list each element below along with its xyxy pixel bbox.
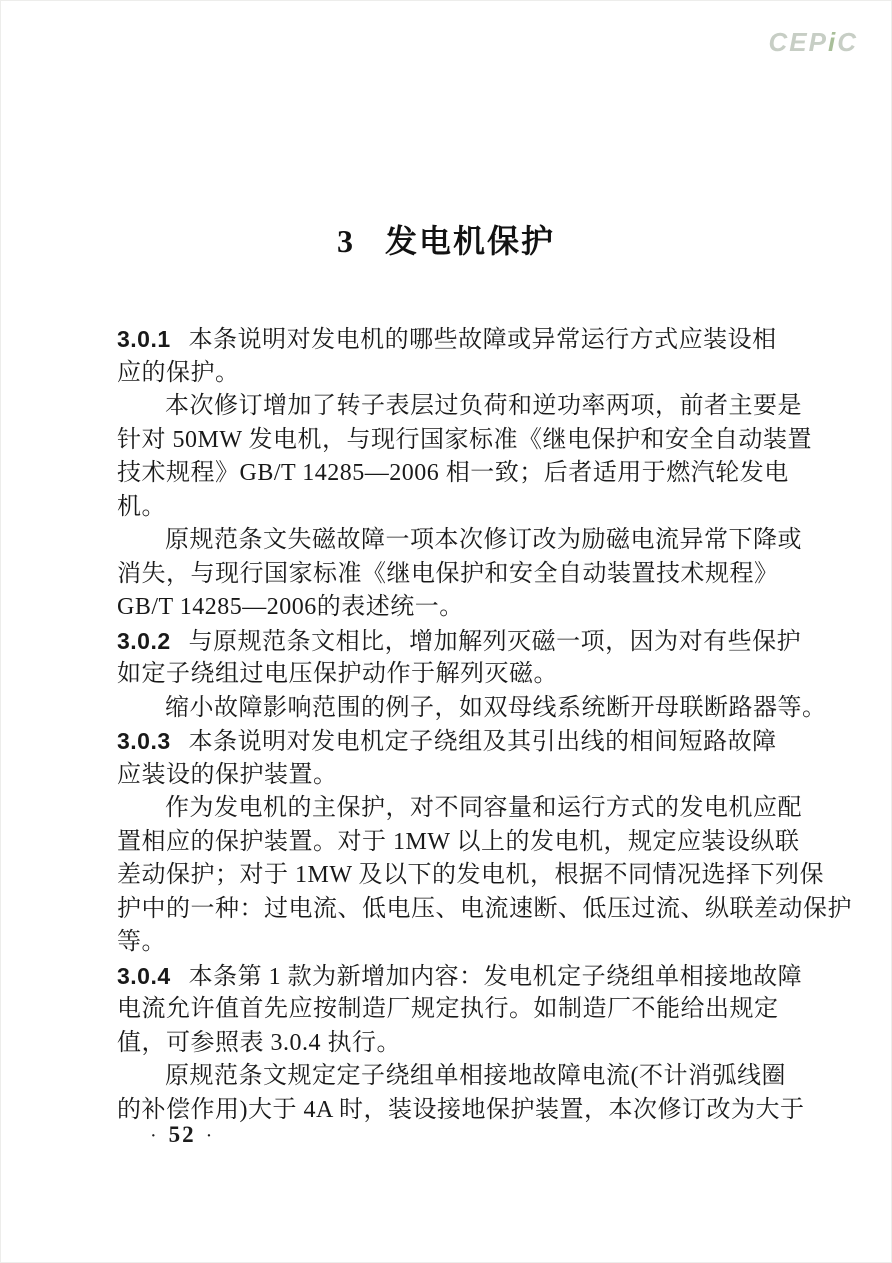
text-line — [117, 390, 802, 424]
section-number: 3.0.1 — [117, 326, 171, 352]
line-text: 缩小故障影响范围的例子，如双母线系统断开母联断路器等。 — [165, 694, 827, 721]
text-line — [117, 792, 802, 826]
line-text: 本次修订增加了转子表层过负荷和逆功率两项，前者主要是 — [165, 393, 802, 419]
text-line — [117, 658, 785, 692]
line-text: 原规范条文失磁故障一项本次修订改为励磁电流异常下降或 — [165, 527, 802, 553]
line-text: 针对 50MW 发电机，与现行国家标准《继电保护和安全自动装置 — [117, 426, 813, 453]
line-text: 本条说明对发电机定子绕组及其引出线的相间短路故障 — [188, 729, 777, 755]
line-text: 置相应的保护装置。对于 1MW 以上的发电机，规定应装设纵联 — [117, 828, 800, 855]
text-line — [117, 893, 852, 927]
line-text: 原规范条文规定定子绕组单相接地故障电流(不计消弧线圈 — [165, 1063, 786, 1089]
chapter-number: 3 — [336, 223, 355, 259]
text-line — [117, 424, 813, 458]
text-line — [117, 1027, 785, 1061]
section-number: 3.0.4 — [117, 962, 171, 989]
logo-text-i: i — [827, 27, 838, 57]
line-text: GB/T 14285—2006的表述统一。 — [117, 594, 464, 620]
text-line — [117, 1094, 805, 1128]
line-text: 的补偿作用)大于 4A 时，装设接地保护装置，本次修订改为大于 — [117, 1096, 805, 1123]
line-text: 护中的一种：过电流、低电压、电流速断、低压过流、纵联差动保护 — [117, 895, 852, 922]
logo-text-post: C — [837, 27, 858, 57]
line-text: 本条说明对发电机的哪些故障或异常运行方式应装设相 — [188, 327, 777, 353]
logo-text-pre: CEP — [768, 27, 828, 57]
page-number: 52 — [168, 1122, 196, 1147]
line-text: 差动保护；对于 1MW 及以下的发电机，根据不同情况选择下列保 — [117, 862, 825, 888]
text-line — [117, 926, 785, 960]
chapter-title-text: 发电机保护 — [384, 223, 555, 259]
section-number: 3.0.2 — [117, 627, 171, 654]
text-line — [117, 491, 785, 525]
text-line — [117, 725, 785, 759]
line-text: 技术规程》GB/T 14285—2006 相一致；后者适用于燃汽轮发电 — [117, 460, 789, 486]
text-line — [117, 591, 785, 625]
text-line — [117, 960, 803, 994]
footer-dot-left: · — [150, 1125, 159, 1147]
text-line — [117, 524, 802, 558]
page-footer — [150, 1122, 214, 1148]
section-number: 3.0.3 — [117, 728, 171, 754]
text-line — [117, 323, 785, 357]
text-line — [117, 859, 825, 893]
text-line — [117, 692, 827, 726]
page-title — [0, 216, 892, 262]
line-text: 值，可参照表 3.0.4 执行。 — [117, 1029, 401, 1056]
text-line — [117, 457, 789, 491]
content — [117, 323, 852, 1127]
line-text: 消失，与现行国家标准《继电保护和安全自动装置技术规程》 — [117, 560, 779, 587]
text-line — [117, 993, 785, 1027]
line-text: 等。 — [117, 929, 166, 955]
text-line — [117, 759, 785, 793]
footer-dot-right: · — [205, 1125, 215, 1147]
line-text: 如定子绕组过电压保护动作于解列灭磁。 — [117, 661, 558, 687]
cepic-logo — [769, 27, 858, 58]
line-text: 作为发电机的主保护，对不同容量和运行方式的发电机应配 — [165, 795, 802, 821]
line-text: 电流允许值首先应按制造厂规定执行。如制造厂不能给出规定 — [117, 996, 779, 1022]
line-text: 应的保护。 — [117, 359, 240, 386]
text-line — [117, 625, 802, 659]
line-text: 机。 — [117, 493, 166, 520]
text-line — [117, 1060, 785, 1094]
text-line — [117, 558, 785, 592]
text-line — [117, 826, 800, 860]
line-text: 本条第 1 款为新增加内容：发电机定子绕组单相接地故障 — [188, 963, 803, 990]
line-text: 与原规范条文相比，增加解列灭磁一项，因为对有些保护 — [188, 628, 802, 655]
line-text: 应装设的保护装置。 — [117, 761, 338, 788]
text-line — [117, 357, 785, 391]
